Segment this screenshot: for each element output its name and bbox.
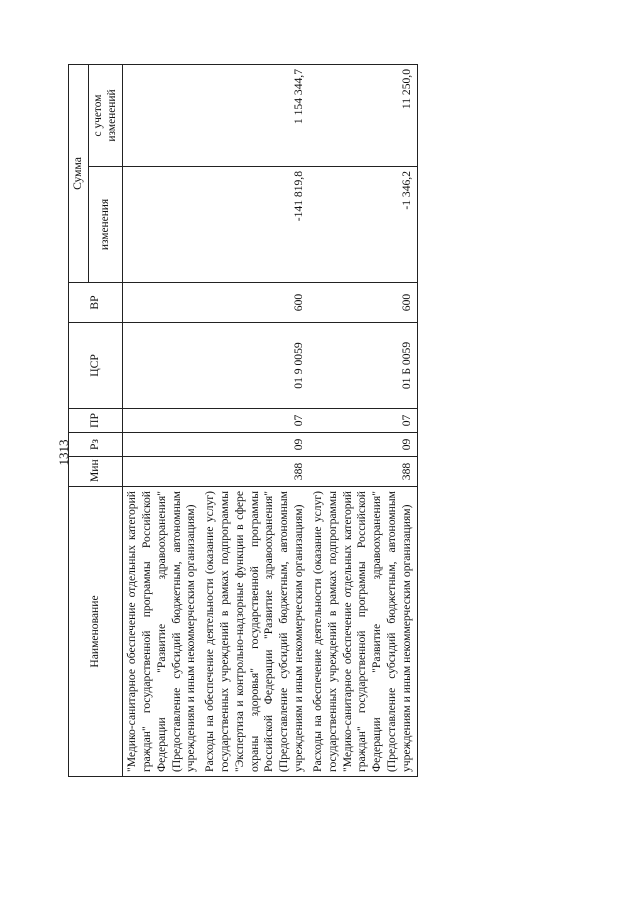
row-vr: 600	[201, 283, 309, 323]
page-number: 1313	[56, 439, 71, 466]
row-vr	[123, 283, 202, 323]
row-change: -141 819,8	[201, 167, 309, 283]
row-with-changes: 1 154 344,7	[201, 64, 309, 166]
row-min: 388	[201, 457, 309, 487]
header-name: Наименование	[69, 487, 123, 777]
table-row	[309, 64, 417, 776]
header-rz: Рз	[69, 433, 123, 457]
budget-table	[68, 64, 418, 777]
row-change: -1 346,2	[309, 167, 417, 283]
row-min: 388	[309, 457, 417, 487]
row-csr: 01 Б 0059	[309, 323, 417, 409]
row-with-changes	[123, 64, 202, 166]
row-with-changes: 11 250,0	[309, 64, 417, 166]
header-sum: Сумма	[69, 64, 89, 282]
row-rz: 09	[201, 433, 309, 457]
header-pr: ПР	[69, 409, 123, 433]
row-rz: 09	[309, 433, 417, 457]
header-min: Мин	[69, 457, 123, 487]
row-csr: 01 9 0059	[201, 323, 309, 409]
row-pr	[123, 409, 202, 433]
row-min	[123, 457, 202, 487]
table-row	[201, 64, 309, 776]
row-pr: 07	[201, 409, 309, 433]
header-with-changes: с учетом изменений	[88, 64, 122, 166]
header-change: изменения	[88, 167, 122, 283]
row-pr: 07	[309, 409, 417, 433]
row-csr	[123, 323, 202, 409]
header-vr: ВР	[69, 283, 123, 323]
row-rz	[123, 433, 202, 457]
row-name: Расходы на обеспечение деятельности (оказание услуг) государственных учреждений в рамках подпрограммы "Экспертиза и контрольно-надзорные функции в сфере охраны здоровья" государственной программы Российской Федерации "Развитие здравоохранения" (Предоставление субсидий бюджетным, автономным учреждениям и иным некоммерческим организациям)	[201, 487, 309, 777]
row-name: "Медико-санитарное обеспечение отдельных категорий граждан" государственной программы Российской Федерации "Развитие здравоохранения" (Предоставление субсидий бюджетным, автономным учреждениям и иным некоммерческим организациям)	[123, 487, 202, 777]
table-row	[123, 64, 202, 776]
header-csr: ЦСР	[69, 323, 123, 409]
row-change	[123, 167, 202, 283]
row-vr: 600	[309, 283, 417, 323]
row-name: Расходы на обеспечение деятельности (оказание услуг) государственных учреждений в рамках подпрограммы "Медико-санитарное обеспечение отдельных категорий граждан" государственной программы Российской Федерации "Развитие здравоохранения" (Предоставление субсидий бюджетным, автономным учреждениям и иным некоммерческим организациям)	[309, 487, 417, 777]
